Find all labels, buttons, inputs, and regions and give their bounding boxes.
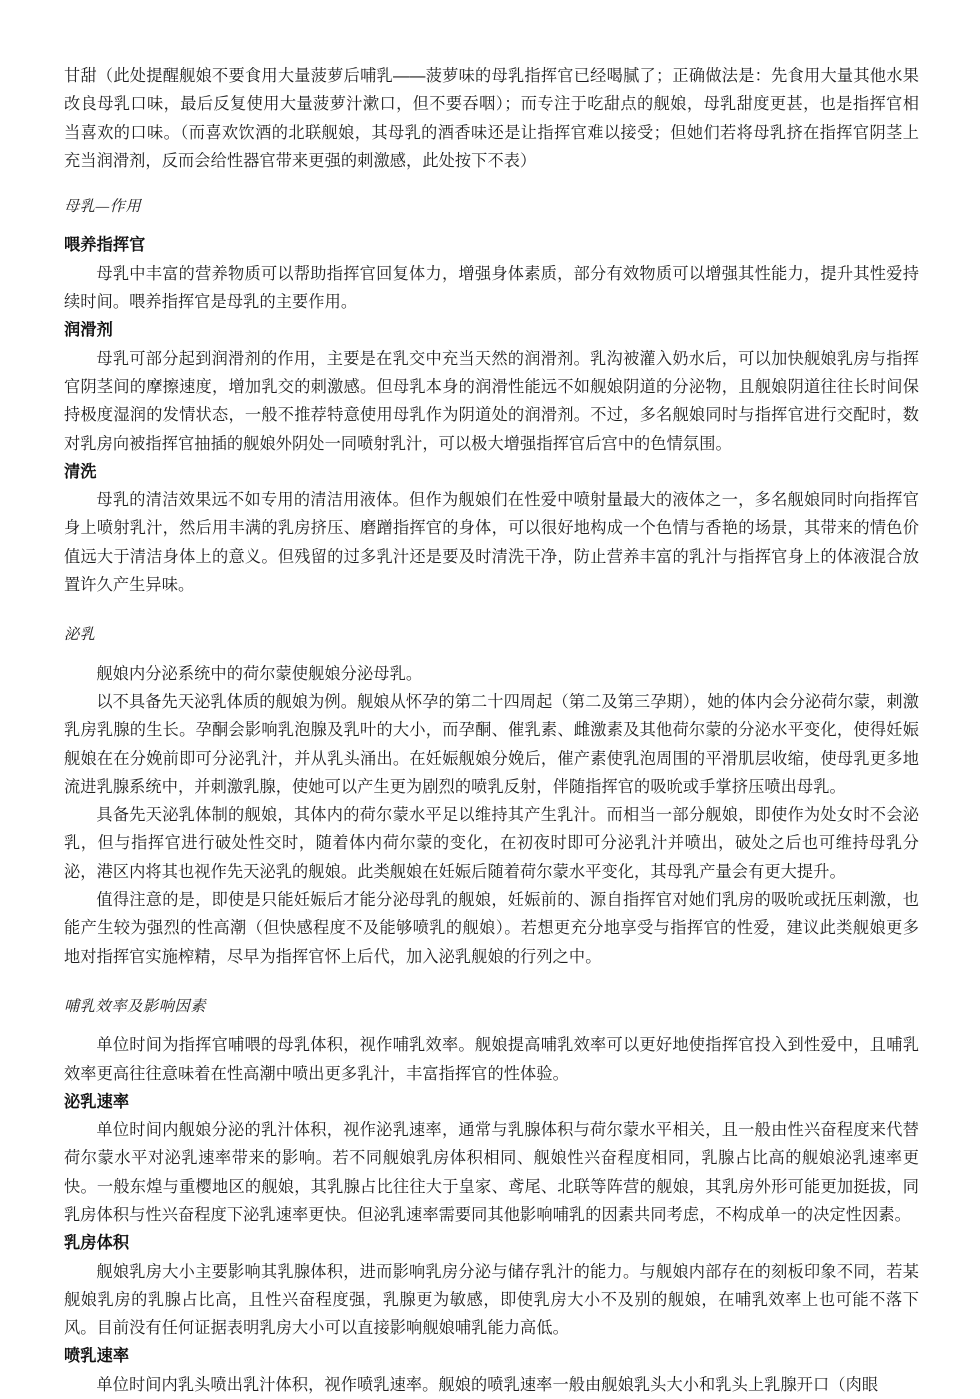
subsection-title-cleaning: 清洗 xyxy=(64,462,97,481)
paragraph: 具备先天泌乳体制的舰娘，其体内的荷尔蒙水平足以维持其产生乳汁。而相当一部分舰娘，即使作为处女时不会泌乳，但与指挥官进行破处性交时，随着体内荷尔蒙的变化，在初夜时即可分泌乳汁并喷出，破处之后也可维持母乳分泌，港区内将其也视作先天泌乳的舰娘。此类舰娘在妊娠后随着荷尔蒙水平变化，其母乳产量会有更大提升。 xyxy=(64,806,919,881)
subsection-title-lubricant: 润滑剂 xyxy=(64,321,113,340)
spacer xyxy=(64,599,919,621)
subsection-title-breast-volume: 乳房体积 xyxy=(64,1234,130,1253)
paragraph: 单位时间内乳头喷出乳汁体积，视作喷乳速率。舰娘的喷乳速率一般由舰娘乳头大小和乳头上乳腺开口（肉眼 xyxy=(96,1375,879,1394)
paragraph: 值得注意的是，即使是只能妊娠后才能分泌母乳的舰娘，妊娠前的、源自指挥官对她们乳房的吸吮或抚压刺激，也能产生较为强烈的性高潮（但快感程度不及能够喷乳的舰娘）。若想更充分地享受与指挥官的性爱，建议此类舰娘更多地对指挥官实施榨精，尽早为指挥官怀上后代，加入泌乳舰娘的行列之中。 xyxy=(64,891,919,966)
subsection-title-feed-commander: 喂养指挥官 xyxy=(64,236,146,255)
opening-paragraph: 甘甜（此处提醒舰娘不要食用大量菠萝后哺乳——菠萝味的母乳指挥官已经喝腻了；正确做法是：先食用大量其他水果改良母乳口味，最后反复使用大量菠萝汁漱口，但不要吞咽）；而专注于吃甜点的舰娘，母乳甜度更甚，也是指挥官相当喜欢的口味。（而喜欢饮酒的北联舰娘，其母乳的酒香味还是让指挥官难以接受；但她们若将母乳挤在指挥官阴茎上充当润滑剂，反而会给性器官带来更强的刺激感，此处按下不表） xyxy=(64,67,919,170)
section-heading-3: 哺乳效率及影响因素 xyxy=(64,997,207,1015)
spacer xyxy=(64,650,919,660)
section-heading-2: 泌乳 xyxy=(64,626,96,644)
paragraph: 母乳的清洁效果远不如专用的清洁用液体。但作为舰娘们在性爱中喷射量最大的液体之一，多名舰娘同时向指挥官身上喷射乳汁，然后用丰满的乳房挤压、磨蹭指挥官的身体，可以很好地构成一个色情与香艳的场景，其带来的情色价值远大于清洁身体上的意义。但残留的过多乳汁还是要及时清洗干净，防止营养丰富的乳汁与指挥官身上的体液混合放置许久产生异味。 xyxy=(64,491,919,595)
spacer xyxy=(64,175,919,193)
paragraph: 单位时间内舰娘分泌的乳汁体积，视作泌乳速率，通常与乳腺体积与荷尔蒙水平相关，且一般由性兴奋程度来代替荷尔蒙水平对泌乳速率带来的影响。若不同舰娘乳房体积相同、舰娘性兴奋程度相同，乳腺占比高的舰娘泌乳速率更快。一般东煌与重樱地区的舰娘，其乳腺占比往往大于皇家、鸢尾、北联等阵营的舰娘，其乳房外形可能更加挺拔，同乳房体积与性兴奋程度下泌乳速率更快。但泌乳速率需要同其他影响哺乳的因素共同考虑，不构成单一的决定性因素。 xyxy=(64,1121,919,1224)
section-heading-1: 母乳—作用 xyxy=(64,198,142,216)
spacer xyxy=(64,1021,919,1031)
paragraph: 单位时间为指挥官哺喂的母乳体积，视作哺乳效率。舰娘提高哺乳效率可以更好地使指挥官投入到性爱中，且哺乳效率更高往往意味着在性高潮中喷出更多乳汁，丰富指挥官的性体验。 xyxy=(64,1036,919,1083)
paragraph: 舰娘内分泌系统中的荷尔蒙使舰娘分泌母乳。 xyxy=(96,664,423,683)
paragraph: 母乳中丰富的营养物质可以帮助指挥官回复体力，增强身体素质，部分有效物质可以增强其性能力，提升其性爱持续时间。喂养指挥官是母乳的主要作用。 xyxy=(64,264,919,312)
spacer xyxy=(64,221,919,231)
paragraph: 以不具备先天泌乳体质的舰娘为例。舰娘从怀孕的第二十四周起（第二及第三孕期），她的体内会分泌荷尔蒙，刺激乳房乳腺的生长。孕酮会影响乳泡腺及乳叶的大小，而孕酮、催乳素、雌激素及其他荷尔蒙的分泌水平变化，使得妊娠舰娘在在分娩前即可分泌乳汁，并从乳头涌出。在妊娠舰娘分娩后，催产素使乳泡周围的平滑肌层收缩，使母乳更多地流进乳腺系统中，并刺激乳腺，使她可以产生更为剧烈的喷乳反射，伴随指挥官的吸吮或手掌挤压喷出母乳。 xyxy=(64,692,919,796)
subsection-title-ejection-rate: 喷乳速率 xyxy=(64,1347,130,1366)
paragraph: 舰娘乳房大小主要影响其乳腺体积，进而影响乳房分泌与储存乳汁的能力。与舰娘内部存在的刻板印象不同，若某舰娘乳房的乳腺占比高，且性兴奋程度强，乳腺更为敏感，即使乳房大小不及别的舰娘，在哺乳效率上也可能不落下风。目前没有任何证据表明乳房大小可以直接影响舰娘哺乳能力高低。 xyxy=(64,1262,919,1338)
document-body xyxy=(64,62,919,1399)
subsection-title-lactation-rate: 泌乳速率 xyxy=(64,1092,130,1111)
spacer xyxy=(64,971,919,993)
paragraph: 母乳可部分起到润滑剂的作用，主要是在乳交中充当天然的润滑剂。乳沟被灌入奶水后，可以加快舰娘乳房与指挥官阴茎间的摩擦速度，增加乳交的刺激感。但母乳本身的润滑性能远不如舰娘阴道的分泌物，且舰娘阴道往往长时间保持极度湿润的发情状态，一般不推荐特意使用母乳作为阴道处的润滑剂。不过，多名舰娘同时与指挥官进行交配时，数对乳房向被指挥官抽插的舰娘外阴处一同喷射乳汁，可以极大增强指挥官后宫中的色情氛围。 xyxy=(64,349,919,453)
